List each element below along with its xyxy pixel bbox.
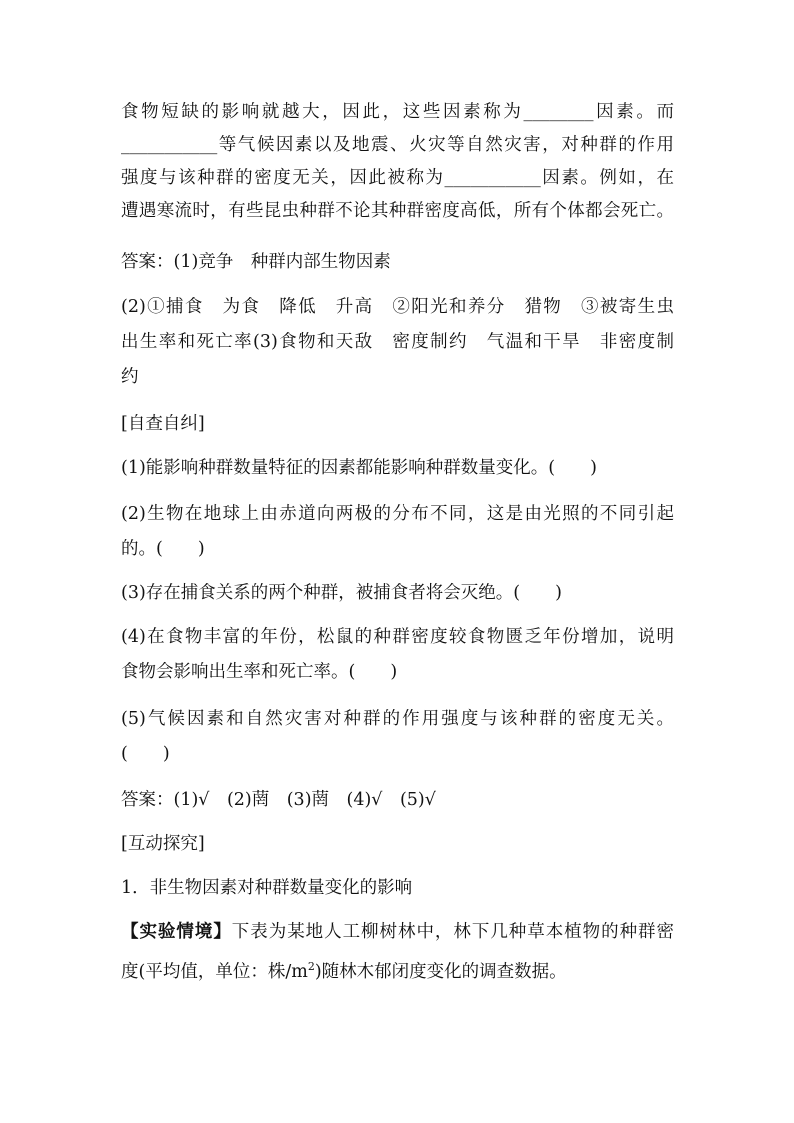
question-2-line-1: (2)生物在地球上由赤道向两极的分布不同，这是由光照的不同引起 — [121, 504, 674, 524]
question-5-line-2: ( ) — [121, 744, 170, 764]
situation-text: 下表为某地人工柳树林中，林下几种草本植物的种群密 — [231, 922, 675, 942]
answer-line-1: 答案：(1)竞争 种群内部生物因素 — [121, 252, 391, 272]
situation-line-1 — [121, 920, 674, 944]
situation-line-2 — [121, 955, 567, 984]
text-line-3: 强度与该种群的密度无关，因此被称为___________因素。例如，在 — [121, 168, 674, 188]
text-line-4: 遭遇寒流时，有些昆虫种群不论其种群密度高低，所有个体都会死亡。 — [121, 201, 674, 221]
situation-label: 【实验情境】 — [121, 922, 232, 942]
question-1: (1)能影响种群数量特征的因素都能影响种群数量变化。( ) — [121, 458, 597, 478]
answer-line-3: 出生率和死亡率(3)食物和天敌 密度制约 气温和干旱 非密度制 — [121, 332, 674, 352]
subheading-abiotic-factors: 1．非生物因素对种群数量变化的影响 — [121, 878, 413, 898]
text-line-2: ___________等气候因素以及地震、火灾等自然灾害，对种群的作用 — [121, 135, 674, 155]
section-heading-interactive: [互动探究] — [121, 834, 205, 854]
answer-self-check: 答案：(1)√ (2)菵 (3)菵 (4)√ (5)√ — [121, 790, 436, 810]
answer-line-2: (2)①捕食 为食 降低 升高 ②阳光和养分 猎物 ③被寄生虫 — [121, 297, 674, 317]
question-3: (3)存在捕食关系的两个种群，被捕食者将会灭绝。( ) — [121, 583, 562, 603]
section-heading-self-check: [自查自纠] — [121, 414, 205, 434]
answer-line-4: 约 — [121, 367, 139, 387]
superscript-two: 2 — [307, 960, 315, 973]
text-line-1: 食物短缺的影响就越大，因此，这些因素称为________因素。而 — [121, 102, 674, 122]
situation-line-2-after: )随林木郁闭度变化的调查数据。 — [314, 961, 567, 982]
question-5-line-1: (5)气候因素和自然灾害对种群的作用强度与该种群的密度无关。 — [121, 709, 674, 729]
question-4-line-2: 食物会影响出生率和死亡率。( ) — [121, 662, 398, 682]
situation-line-2-before: 度(平均值，单位：株/m — [121, 961, 308, 982]
question-2-line-2: 的。( ) — [121, 539, 205, 559]
question-4-line-1: (4)在食物丰富的年份，松鼠的种群密度较食物匮乏年份增加，说明 — [121, 627, 674, 647]
